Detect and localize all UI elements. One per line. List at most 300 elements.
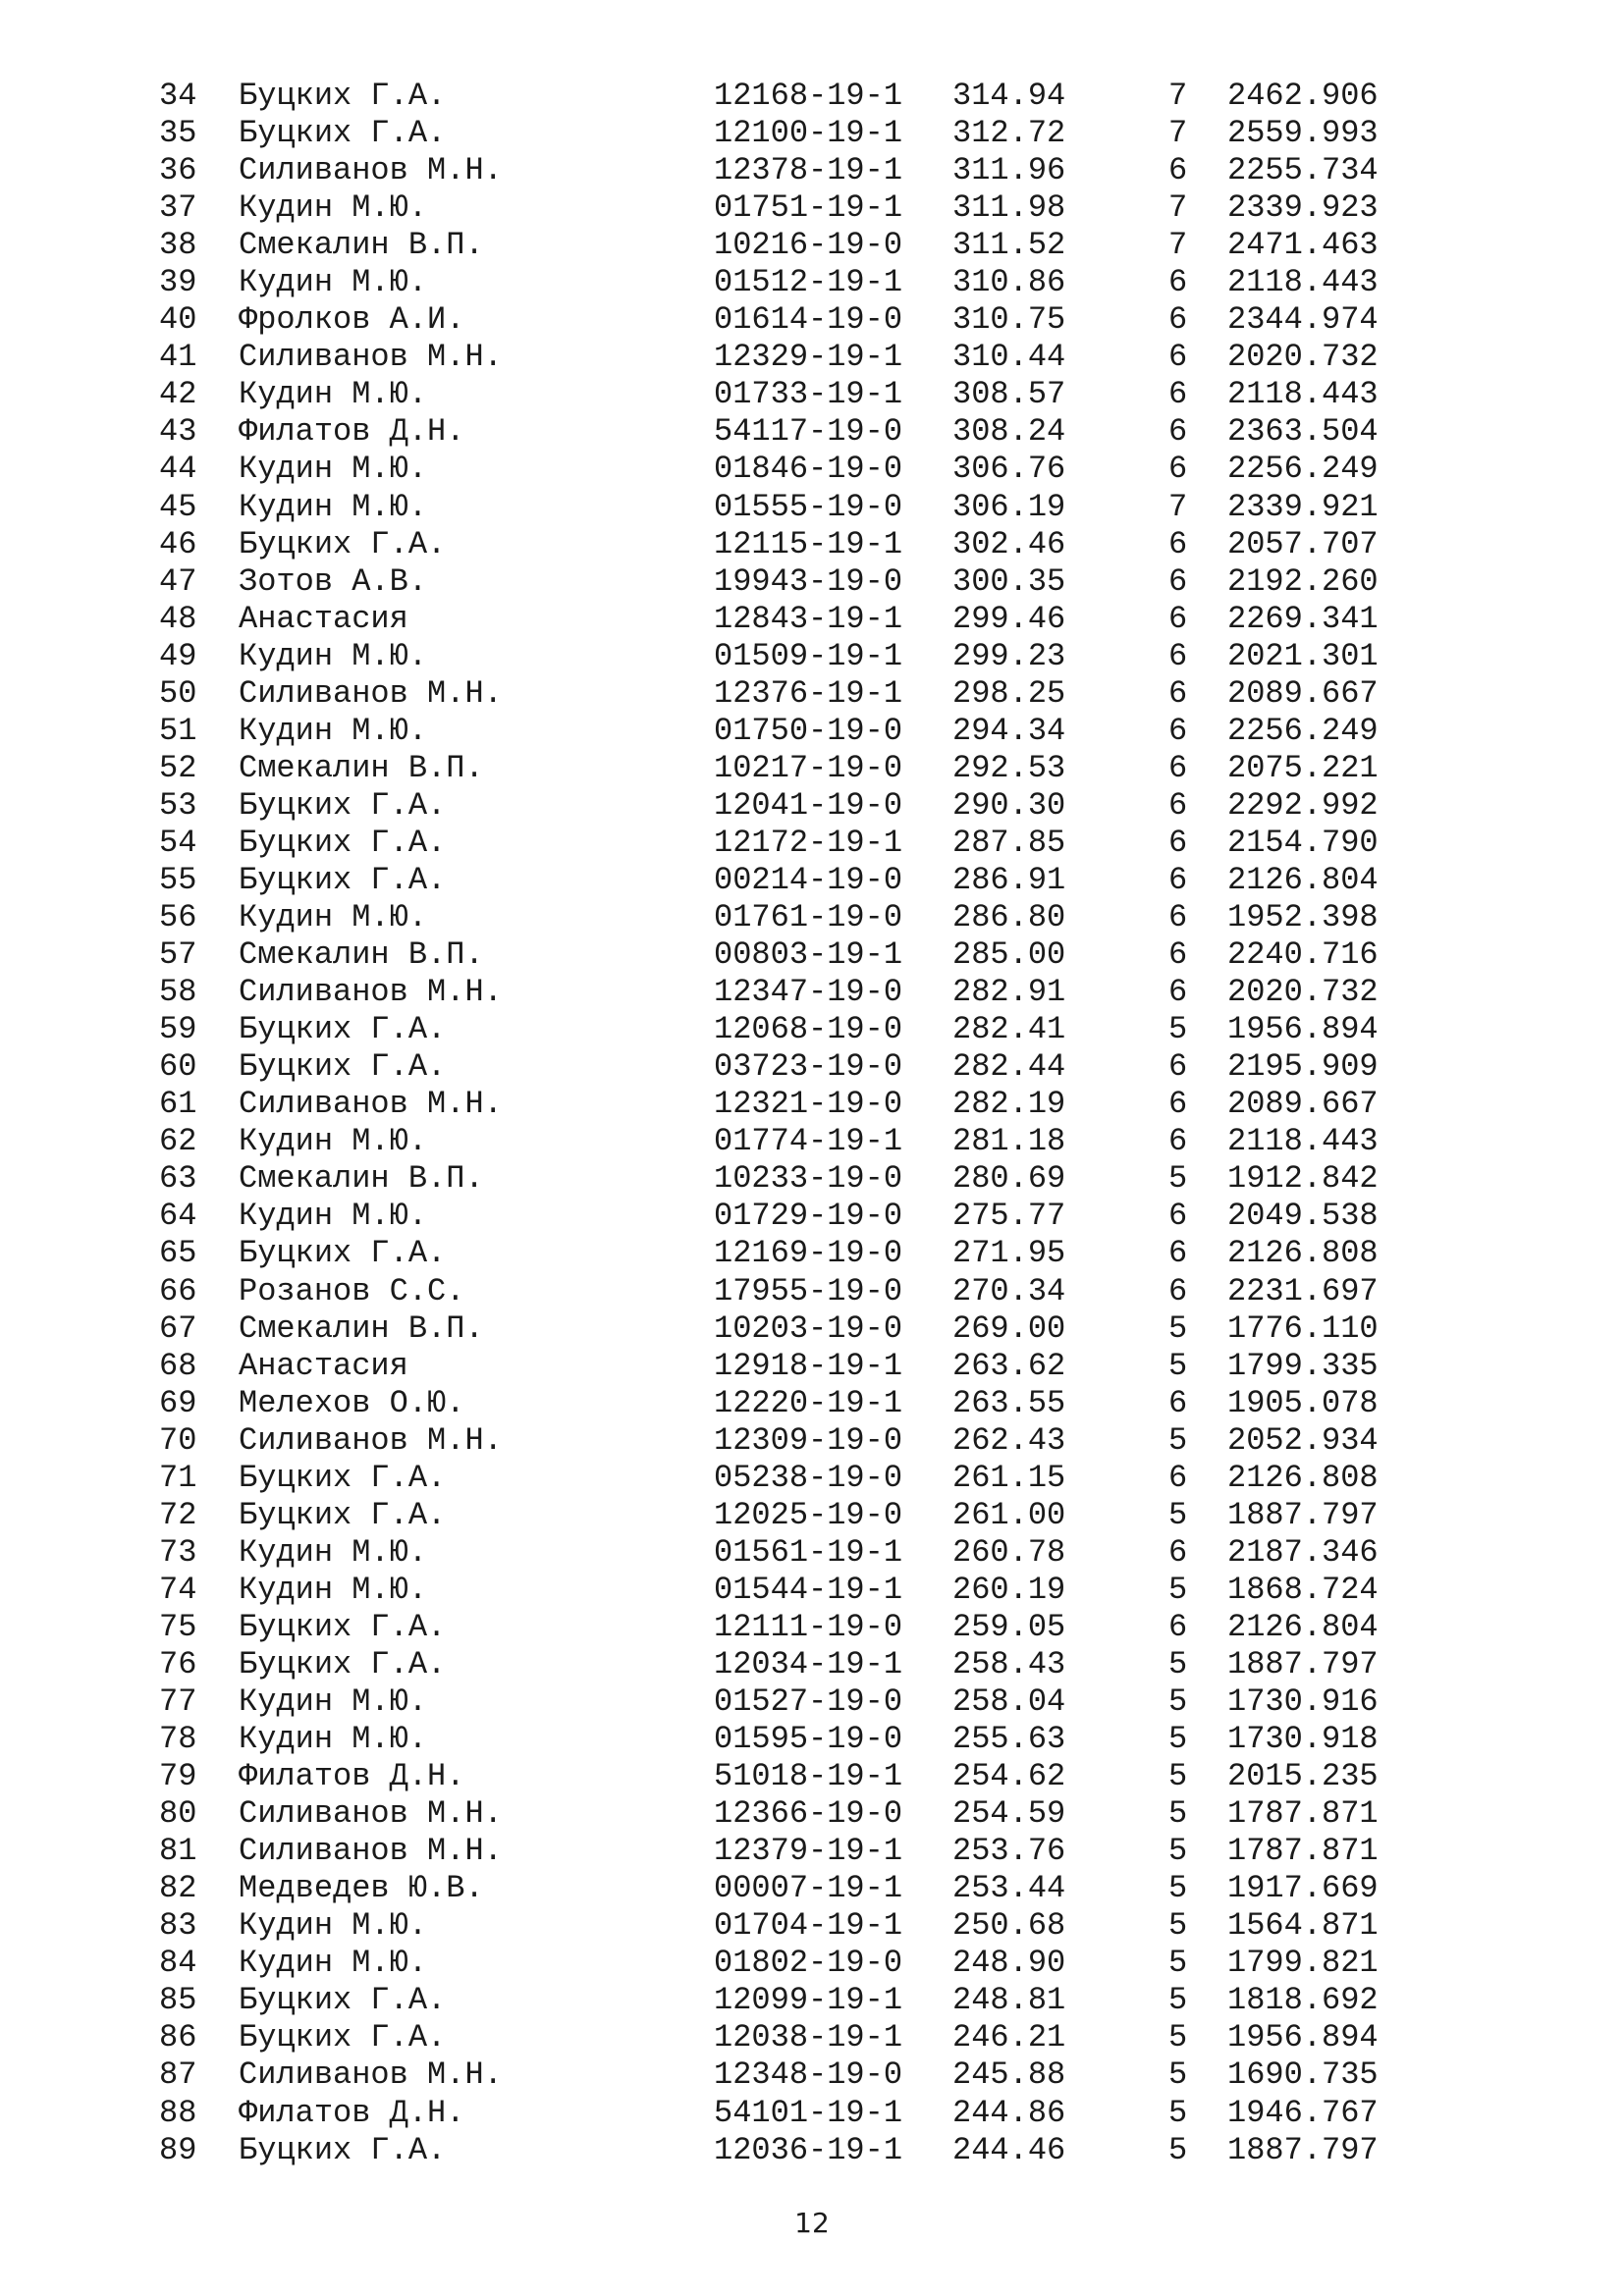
grade-value: 6 bbox=[1168, 899, 1188, 936]
participant-name: Медведев Ю.В. bbox=[239, 1870, 484, 1907]
table-row bbox=[0, 1572, 1624, 1609]
score-value: 311.96 bbox=[952, 152, 1066, 189]
total-value: 1887.797 bbox=[1227, 1645, 1379, 1682]
score-value: 311.98 bbox=[952, 189, 1066, 227]
grade-value: 6 bbox=[1168, 264, 1188, 301]
grade-value: 6 bbox=[1168, 1198, 1188, 1235]
row-number: 83 bbox=[159, 1907, 197, 1945]
entry-code: 12036-19-1 bbox=[714, 2131, 903, 2168]
total-value: 2559.993 bbox=[1227, 115, 1379, 152]
score-value: 292.53 bbox=[952, 749, 1066, 786]
grade-value: 5 bbox=[1168, 1683, 1188, 1721]
participant-name: Буцких Г.А. bbox=[239, 1645, 447, 1682]
participant-name: Силиванов М.Н. bbox=[239, 2056, 503, 2094]
score-value: 299.23 bbox=[952, 637, 1066, 674]
participant-name: Смекалин В.П. bbox=[239, 227, 484, 264]
participant-name: Кудин М.Ю. bbox=[239, 1907, 428, 1945]
grade-value: 5 bbox=[1168, 1347, 1188, 1384]
score-value: 261.00 bbox=[952, 1496, 1066, 1533]
grade-value: 5 bbox=[1168, 1833, 1188, 1870]
entry-code: 05238-19-0 bbox=[714, 1459, 903, 1496]
grade-value: 7 bbox=[1168, 115, 1188, 152]
table-row bbox=[0, 1422, 1624, 1460]
entry-code: 12041-19-0 bbox=[714, 786, 903, 824]
entry-code: 12025-19-0 bbox=[714, 1496, 903, 1533]
participant-name: Кудин М.Ю. bbox=[239, 712, 428, 749]
grade-value: 5 bbox=[1168, 2094, 1188, 2131]
row-number: 85 bbox=[159, 1982, 197, 2019]
row-number: 49 bbox=[159, 637, 197, 674]
participant-name: Кудин М.Ю. bbox=[239, 1533, 428, 1571]
entry-code: 01750-19-0 bbox=[714, 712, 903, 749]
table-row bbox=[0, 899, 1624, 936]
entry-code: 12168-19-1 bbox=[714, 78, 903, 114]
score-value: 258.43 bbox=[952, 1645, 1066, 1682]
participant-name: Силиванов М.Н. bbox=[239, 1833, 503, 1870]
participant-name: Кудин М.Ю. bbox=[239, 376, 428, 413]
page-number: 12 bbox=[794, 2207, 830, 2239]
participant-name: Буцких Г.А. bbox=[239, 1982, 447, 2019]
entry-code: 01544-19-1 bbox=[714, 1571, 903, 1608]
row-number: 53 bbox=[159, 786, 197, 824]
score-value: 255.63 bbox=[952, 1721, 1066, 1758]
row-number: 86 bbox=[159, 2019, 197, 2056]
total-value: 2057.707 bbox=[1227, 525, 1379, 562]
row-number: 50 bbox=[159, 674, 197, 712]
grade-value: 6 bbox=[1168, 562, 1188, 600]
score-value: 260.78 bbox=[952, 1533, 1066, 1571]
table-row bbox=[0, 189, 1624, 227]
entry-code: 01527-19-0 bbox=[714, 1683, 903, 1721]
total-value: 2192.260 bbox=[1227, 562, 1379, 600]
grade-value: 5 bbox=[1168, 1645, 1188, 1682]
total-value: 1956.894 bbox=[1227, 1011, 1379, 1048]
entry-code: 12038-19-1 bbox=[714, 2019, 903, 2056]
row-number: 80 bbox=[159, 1795, 197, 1833]
participant-name: Силиванов М.Н. bbox=[239, 1086, 503, 1123]
participant-name: Буцких Г.А. bbox=[239, 786, 447, 824]
grade-value: 5 bbox=[1168, 1795, 1188, 1833]
total-value: 2154.790 bbox=[1227, 824, 1379, 861]
entry-code: 12068-19-0 bbox=[714, 1011, 903, 1048]
table-row bbox=[0, 563, 1624, 601]
total-value: 1946.767 bbox=[1227, 2094, 1379, 2131]
score-value: 306.76 bbox=[952, 451, 1066, 488]
table-row bbox=[0, 974, 1624, 1011]
entry-code: 01555-19-0 bbox=[714, 488, 903, 525]
score-value: 244.86 bbox=[952, 2094, 1066, 2131]
table-row bbox=[0, 1683, 1624, 1721]
table-row bbox=[0, 1086, 1624, 1123]
table-row bbox=[0, 2056, 1624, 2094]
results-table bbox=[0, 78, 1624, 2169]
row-number: 41 bbox=[159, 339, 197, 376]
row-number: 70 bbox=[159, 1421, 197, 1459]
table-row bbox=[0, 1721, 1624, 1758]
entry-code: 12321-19-0 bbox=[714, 1086, 903, 1123]
participant-name: Буцких Г.А. bbox=[239, 1459, 447, 1496]
total-value: 2126.804 bbox=[1227, 861, 1379, 898]
row-number: 75 bbox=[159, 1608, 197, 1645]
table-row bbox=[0, 339, 1624, 376]
row-number: 63 bbox=[159, 1160, 197, 1198]
row-number: 39 bbox=[159, 264, 197, 301]
total-value: 2363.504 bbox=[1227, 413, 1379, 451]
score-value: 260.19 bbox=[952, 1571, 1066, 1608]
entry-code: 12034-19-1 bbox=[714, 1645, 903, 1682]
grade-value: 6 bbox=[1168, 786, 1188, 824]
row-number: 66 bbox=[159, 1272, 197, 1309]
table-row bbox=[0, 1348, 1624, 1385]
grade-value: 6 bbox=[1168, 824, 1188, 861]
participant-name: Анастасия bbox=[239, 600, 408, 637]
row-number: 52 bbox=[159, 749, 197, 786]
score-value: 282.19 bbox=[952, 1086, 1066, 1123]
row-number: 65 bbox=[159, 1235, 197, 1272]
participant-name: Филатов Д.Н. bbox=[239, 413, 465, 451]
participant-name: Буцких Г.А. bbox=[239, 861, 447, 898]
table-row bbox=[0, 1160, 1624, 1198]
score-value: 259.05 bbox=[952, 1608, 1066, 1645]
entry-code: 12099-19-1 bbox=[714, 1982, 903, 2019]
entry-code: 03723-19-0 bbox=[714, 1048, 903, 1086]
grade-value: 6 bbox=[1168, 376, 1188, 413]
total-value: 1799.821 bbox=[1227, 1945, 1379, 1982]
table-row bbox=[0, 1011, 1624, 1048]
participant-name: Кудин М.Ю. bbox=[239, 1721, 428, 1758]
score-value: 248.81 bbox=[952, 1982, 1066, 2019]
row-number: 59 bbox=[159, 1011, 197, 1048]
table-row bbox=[0, 2132, 1624, 2169]
total-value: 2020.732 bbox=[1227, 339, 1379, 376]
total-value: 2126.808 bbox=[1227, 1459, 1379, 1496]
score-value: 254.59 bbox=[952, 1795, 1066, 1833]
table-row bbox=[0, 825, 1624, 862]
row-number: 78 bbox=[159, 1721, 197, 1758]
participant-name: Кудин М.Ю. bbox=[239, 1571, 428, 1608]
grade-value: 7 bbox=[1168, 78, 1188, 114]
entry-code: 00007-19-1 bbox=[714, 1870, 903, 1907]
grade-value: 5 bbox=[1168, 1945, 1188, 1982]
score-value: 271.95 bbox=[952, 1235, 1066, 1272]
grade-value: 6 bbox=[1168, 936, 1188, 974]
table-row bbox=[0, 1198, 1624, 1235]
participant-name: Филатов Д.Н. bbox=[239, 2094, 465, 2131]
score-value: 300.35 bbox=[952, 562, 1066, 600]
score-value: 250.68 bbox=[952, 1907, 1066, 1945]
table-row bbox=[0, 862, 1624, 899]
grade-value: 5 bbox=[1168, 2019, 1188, 2056]
score-value: 294.34 bbox=[952, 712, 1066, 749]
row-number: 64 bbox=[159, 1198, 197, 1235]
entry-code: 01761-19-0 bbox=[714, 899, 903, 936]
table-row bbox=[0, 376, 1624, 413]
grade-value: 6 bbox=[1168, 974, 1188, 1011]
table-row bbox=[0, 489, 1624, 526]
participant-name: Буцких Г.А. bbox=[239, 1496, 447, 1533]
row-number: 38 bbox=[159, 227, 197, 264]
grade-value: 5 bbox=[1168, 2056, 1188, 2094]
grade-value: 6 bbox=[1168, 1533, 1188, 1571]
entry-code: 00214-19-0 bbox=[714, 861, 903, 898]
row-number: 54 bbox=[159, 824, 197, 861]
total-value: 1564.871 bbox=[1227, 1907, 1379, 1945]
total-value: 2256.249 bbox=[1227, 712, 1379, 749]
table-row bbox=[0, 1907, 1624, 1945]
grade-value: 5 bbox=[1168, 1907, 1188, 1945]
total-value: 1776.110 bbox=[1227, 1309, 1379, 1347]
participant-name: Филатов Д.Н. bbox=[239, 1758, 465, 1795]
entry-code: 01733-19-1 bbox=[714, 376, 903, 413]
table-row bbox=[0, 638, 1624, 675]
row-number: 74 bbox=[159, 1571, 197, 1608]
table-row bbox=[0, 2095, 1624, 2132]
entry-code: 10203-19-0 bbox=[714, 1309, 903, 1347]
grade-value: 6 bbox=[1168, 525, 1188, 562]
entry-code: 10216-19-0 bbox=[714, 227, 903, 264]
grade-value: 6 bbox=[1168, 861, 1188, 898]
score-value: 312.72 bbox=[952, 115, 1066, 152]
score-value: 281.18 bbox=[952, 1123, 1066, 1160]
total-value: 1912.842 bbox=[1227, 1160, 1379, 1198]
total-value: 1730.918 bbox=[1227, 1721, 1379, 1758]
entry-code: 54117-19-0 bbox=[714, 413, 903, 451]
table-row bbox=[0, 936, 1624, 974]
total-value: 2344.974 bbox=[1227, 301, 1379, 339]
entry-code: 12115-19-1 bbox=[714, 525, 903, 562]
score-value: 282.91 bbox=[952, 974, 1066, 1011]
row-number: 87 bbox=[159, 2056, 197, 2094]
grade-value: 5 bbox=[1168, 1758, 1188, 1795]
score-value: 308.24 bbox=[952, 413, 1066, 451]
total-value: 2015.235 bbox=[1227, 1758, 1379, 1795]
row-number: 81 bbox=[159, 1833, 197, 1870]
table-row bbox=[0, 713, 1624, 750]
row-number: 51 bbox=[159, 712, 197, 749]
score-value: 310.44 bbox=[952, 339, 1066, 376]
grade-value: 6 bbox=[1168, 1272, 1188, 1309]
grade-value: 6 bbox=[1168, 1384, 1188, 1421]
participant-name: Смекалин В.П. bbox=[239, 1309, 484, 1347]
score-value: 314.94 bbox=[952, 78, 1066, 114]
entry-code: 00803-19-1 bbox=[714, 936, 903, 974]
total-value: 2462.906 bbox=[1227, 78, 1379, 114]
participant-name: Кудин М.Ю. bbox=[239, 1945, 428, 1982]
entry-code: 51018-19-1 bbox=[714, 1758, 903, 1795]
row-number: 77 bbox=[159, 1683, 197, 1721]
total-value: 1818.692 bbox=[1227, 1982, 1379, 2019]
table-row bbox=[0, 227, 1624, 264]
entry-code: 01614-19-0 bbox=[714, 301, 903, 339]
participant-name: Кудин М.Ю. bbox=[239, 264, 428, 301]
grade-value: 5 bbox=[1168, 2131, 1188, 2168]
score-value: 286.91 bbox=[952, 861, 1066, 898]
row-number: 37 bbox=[159, 189, 197, 227]
grade-value: 5 bbox=[1168, 1870, 1188, 1907]
total-value: 2240.716 bbox=[1227, 936, 1379, 974]
entry-code: 10233-19-0 bbox=[714, 1160, 903, 1198]
grade-value: 6 bbox=[1168, 749, 1188, 786]
participant-name: Смекалин В.П. bbox=[239, 749, 484, 786]
table-row bbox=[0, 1758, 1624, 1795]
entry-code: 01512-19-1 bbox=[714, 264, 903, 301]
table-row bbox=[0, 1460, 1624, 1497]
total-value: 2339.923 bbox=[1227, 189, 1379, 227]
table-row bbox=[0, 264, 1624, 301]
table-row bbox=[0, 1534, 1624, 1572]
participant-name: Кудин М.Ю. bbox=[239, 1123, 428, 1160]
table-row bbox=[0, 78, 1624, 115]
table-row bbox=[0, 152, 1624, 189]
row-number: 56 bbox=[159, 899, 197, 936]
score-value: 311.52 bbox=[952, 227, 1066, 264]
participant-name: Кудин М.Ю. bbox=[239, 899, 428, 936]
table-row bbox=[0, 1609, 1624, 1646]
total-value: 2339.921 bbox=[1227, 488, 1379, 525]
grade-value: 6 bbox=[1168, 1086, 1188, 1123]
row-number: 58 bbox=[159, 974, 197, 1011]
entry-code: 12111-19-0 bbox=[714, 1608, 903, 1645]
grade-value: 5 bbox=[1168, 1496, 1188, 1533]
grade-value: 5 bbox=[1168, 1309, 1188, 1347]
row-number: 43 bbox=[159, 413, 197, 451]
table-row bbox=[0, 451, 1624, 488]
participant-name: Зотов А.В. bbox=[239, 562, 428, 600]
participant-name: Буцких Г.А. bbox=[239, 2131, 447, 2168]
table-row bbox=[0, 1795, 1624, 1833]
participant-name: Кудин М.Ю. bbox=[239, 1683, 428, 1721]
participant-name: Силиванов М.Н. bbox=[239, 1421, 503, 1459]
score-value: 310.86 bbox=[952, 264, 1066, 301]
total-value: 2187.346 bbox=[1227, 1533, 1379, 1571]
participant-name: Буцких Г.А. bbox=[239, 824, 447, 861]
participant-name: Кудин М.Ю. bbox=[239, 189, 428, 227]
entry-code: 12378-19-1 bbox=[714, 152, 903, 189]
total-value: 2118.443 bbox=[1227, 1123, 1379, 1160]
entry-code: 12309-19-0 bbox=[714, 1421, 903, 1459]
participant-name: Мелехов О.Ю. bbox=[239, 1384, 465, 1421]
total-value: 2118.443 bbox=[1227, 264, 1379, 301]
grade-value: 7 bbox=[1168, 227, 1188, 264]
participant-name: Смекалин В.П. bbox=[239, 936, 484, 974]
table-row bbox=[0, 675, 1624, 713]
participant-name: Смекалин В.П. bbox=[239, 1160, 484, 1198]
grade-value: 5 bbox=[1168, 1421, 1188, 1459]
grade-value: 5 bbox=[1168, 1160, 1188, 1198]
row-number: 84 bbox=[159, 1945, 197, 1982]
participant-name: Кудин М.Ю. bbox=[239, 637, 428, 674]
score-value: 254.62 bbox=[952, 1758, 1066, 1795]
row-number: 57 bbox=[159, 936, 197, 974]
total-value: 1730.916 bbox=[1227, 1683, 1379, 1721]
entry-code: 12220-19-1 bbox=[714, 1384, 903, 1421]
grade-value: 7 bbox=[1168, 189, 1188, 227]
participant-name: Кудин М.Ю. bbox=[239, 1198, 428, 1235]
row-number: 88 bbox=[159, 2094, 197, 2131]
total-value: 1887.797 bbox=[1227, 1496, 1379, 1533]
score-value: 286.80 bbox=[952, 899, 1066, 936]
participant-name: Буцких Г.А. bbox=[239, 1235, 447, 1272]
total-value: 2021.301 bbox=[1227, 637, 1379, 674]
table-row bbox=[0, 2019, 1624, 2056]
total-value: 2471.463 bbox=[1227, 227, 1379, 264]
grade-value: 6 bbox=[1168, 451, 1188, 488]
score-value: 302.46 bbox=[952, 525, 1066, 562]
total-value: 2126.808 bbox=[1227, 1235, 1379, 1272]
score-value: 263.62 bbox=[952, 1347, 1066, 1384]
total-value: 2231.697 bbox=[1227, 1272, 1379, 1309]
row-number: 45 bbox=[159, 488, 197, 525]
entry-code: 01802-19-0 bbox=[714, 1945, 903, 1982]
score-value: 298.25 bbox=[952, 674, 1066, 712]
row-number: 71 bbox=[159, 1459, 197, 1496]
total-value: 1799.335 bbox=[1227, 1347, 1379, 1384]
score-value: 306.19 bbox=[952, 488, 1066, 525]
participant-name: Буцких Г.А. bbox=[239, 115, 447, 152]
row-number: 35 bbox=[159, 115, 197, 152]
score-value: 248.90 bbox=[952, 1945, 1066, 1982]
row-number: 67 bbox=[159, 1309, 197, 1347]
row-number: 40 bbox=[159, 301, 197, 339]
table-row bbox=[0, 1123, 1624, 1160]
row-number: 76 bbox=[159, 1645, 197, 1682]
grade-value: 6 bbox=[1168, 1459, 1188, 1496]
total-value: 1690.735 bbox=[1227, 2056, 1379, 2094]
total-value: 1887.797 bbox=[1227, 2131, 1379, 2168]
score-value: 263.55 bbox=[952, 1384, 1066, 1421]
entry-code: 12347-19-0 bbox=[714, 974, 903, 1011]
grade-value: 6 bbox=[1168, 413, 1188, 451]
entry-code: 01729-19-0 bbox=[714, 1198, 903, 1235]
row-number: 34 bbox=[159, 78, 197, 114]
entry-code: 12918-19-1 bbox=[714, 1347, 903, 1384]
score-value: 253.44 bbox=[952, 1870, 1066, 1907]
grade-value: 6 bbox=[1168, 339, 1188, 376]
grade-value: 5 bbox=[1168, 1982, 1188, 2019]
grade-value: 6 bbox=[1168, 1123, 1188, 1160]
score-value: 258.04 bbox=[952, 1683, 1066, 1721]
total-value: 1787.871 bbox=[1227, 1833, 1379, 1870]
score-value: 308.57 bbox=[952, 376, 1066, 413]
entry-code: 12379-19-1 bbox=[714, 1833, 903, 1870]
row-number: 61 bbox=[159, 1086, 197, 1123]
score-value: 299.46 bbox=[952, 600, 1066, 637]
entry-code: 12329-19-1 bbox=[714, 339, 903, 376]
row-number: 55 bbox=[159, 861, 197, 898]
table-row bbox=[0, 526, 1624, 563]
total-value: 1917.669 bbox=[1227, 1870, 1379, 1907]
entry-code: 01751-19-1 bbox=[714, 189, 903, 227]
entry-code: 01846-19-0 bbox=[714, 451, 903, 488]
grade-value: 6 bbox=[1168, 600, 1188, 637]
score-value: 246.21 bbox=[952, 2019, 1066, 2056]
entry-code: 12376-19-1 bbox=[714, 674, 903, 712]
total-value: 2255.734 bbox=[1227, 152, 1379, 189]
entry-code: 01704-19-1 bbox=[714, 1907, 903, 1945]
participant-name: Буцких Г.А. bbox=[239, 1608, 447, 1645]
participant-name: Фролков А.И. bbox=[239, 301, 465, 339]
total-value: 2020.732 bbox=[1227, 974, 1379, 1011]
entry-code: 12172-19-1 bbox=[714, 824, 903, 861]
entry-code: 12169-19-0 bbox=[714, 1235, 903, 1272]
participant-name: Буцких Г.А. bbox=[239, 1048, 447, 1086]
row-number: 44 bbox=[159, 451, 197, 488]
row-number: 89 bbox=[159, 2131, 197, 2168]
score-value: 269.00 bbox=[952, 1309, 1066, 1347]
table-row bbox=[0, 750, 1624, 787]
total-value: 2195.909 bbox=[1227, 1048, 1379, 1086]
score-value: 262.43 bbox=[952, 1421, 1066, 1459]
